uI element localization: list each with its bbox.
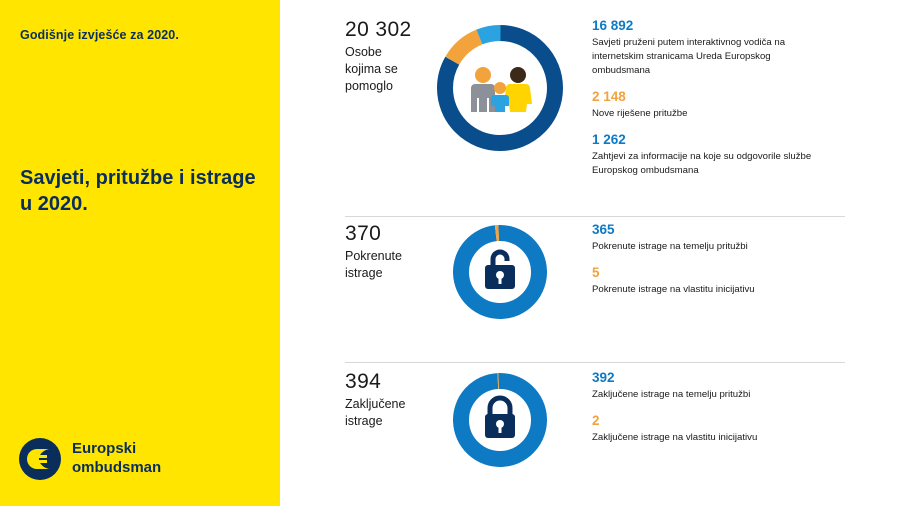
section-total: 370 [345, 222, 382, 245]
section-total-label: Zaključene istrage [345, 397, 406, 428]
section-inquiries-opened [280, 222, 900, 362]
stat-value: 1 262 [592, 132, 626, 147]
stat-item [592, 132, 820, 178]
section-total: 394 [345, 370, 382, 393]
stat-value: 392 [592, 370, 615, 385]
stat-item [592, 413, 820, 445]
section-total-label: Pokrenute istrage [345, 249, 402, 280]
stat-description: Zahtjevi za informacije na koje su odgovorile službe Europskog ombudsmana [592, 151, 812, 177]
section-inquiries-closed [280, 370, 900, 500]
stat-value: 2 [592, 413, 600, 429]
section-summary [280, 370, 420, 430]
donut-chart-opened [450, 222, 550, 322]
section-total-label: Osobe kojima se pomoglo [345, 45, 398, 93]
section-summary [280, 18, 420, 95]
stat-item [592, 18, 820, 78]
stat-description: Zaključene istrage na temelju pritužbi [592, 389, 751, 401]
logo-line-2: ombudsman [72, 459, 162, 476]
section-total: 20 302 [345, 18, 412, 41]
logo-text [72, 440, 161, 478]
logo [18, 437, 161, 481]
stat-value: 2 148 [592, 88, 626, 104]
stat-value: 16 892 [592, 18, 634, 33]
right-panel [280, 0, 900, 506]
locked-padlock-donut-graphic [420, 370, 580, 470]
family-donut-graphic [420, 18, 580, 158]
logo-line-1: Europski [72, 440, 137, 458]
donut-chart-people [430, 18, 570, 158]
ombudsman-logo-icon [18, 437, 62, 481]
stat-value: 5 [592, 265, 600, 281]
left-panel [0, 0, 280, 506]
section-divider [345, 362, 845, 363]
stat-description: Savjeti pruženi putem interaktivnog vodiča na internetskim stranicama Ureda Europskog ombudsmana [592, 37, 786, 76]
stat-description: Pokrenute istrage na vlastitu inicijativu [592, 284, 755, 296]
stat-description: Pokrenute istrage na temelju pritužbi [592, 241, 748, 253]
stat-item [592, 222, 820, 254]
stat-value: 365 [592, 222, 615, 237]
stat-item [592, 89, 820, 121]
stat-description: Zaključene istrage na vlastitu inicijativu [592, 432, 758, 444]
section-breakdown [580, 370, 820, 445]
unlocked-padlock-donut-graphic [420, 222, 580, 322]
family-icon [471, 67, 532, 112]
stat-item [592, 370, 820, 402]
unlocked-padlock-icon [485, 252, 515, 289]
section-breakdown [580, 18, 820, 178]
stat-description: Nove riješene pritužbe [592, 108, 688, 120]
section-divider [345, 216, 845, 217]
report-kicker: Godišnje izvješće za 2020. [20, 28, 179, 42]
section-breakdown [580, 222, 820, 297]
section-summary [280, 222, 420, 282]
page-title: Savjeti, pritužbe i istrage u 2020. [20, 167, 256, 215]
locked-padlock-icon [485, 398, 515, 438]
stat-item [592, 265, 820, 297]
section-people-helped [280, 18, 900, 213]
donut-chart-closed [450, 370, 550, 470]
